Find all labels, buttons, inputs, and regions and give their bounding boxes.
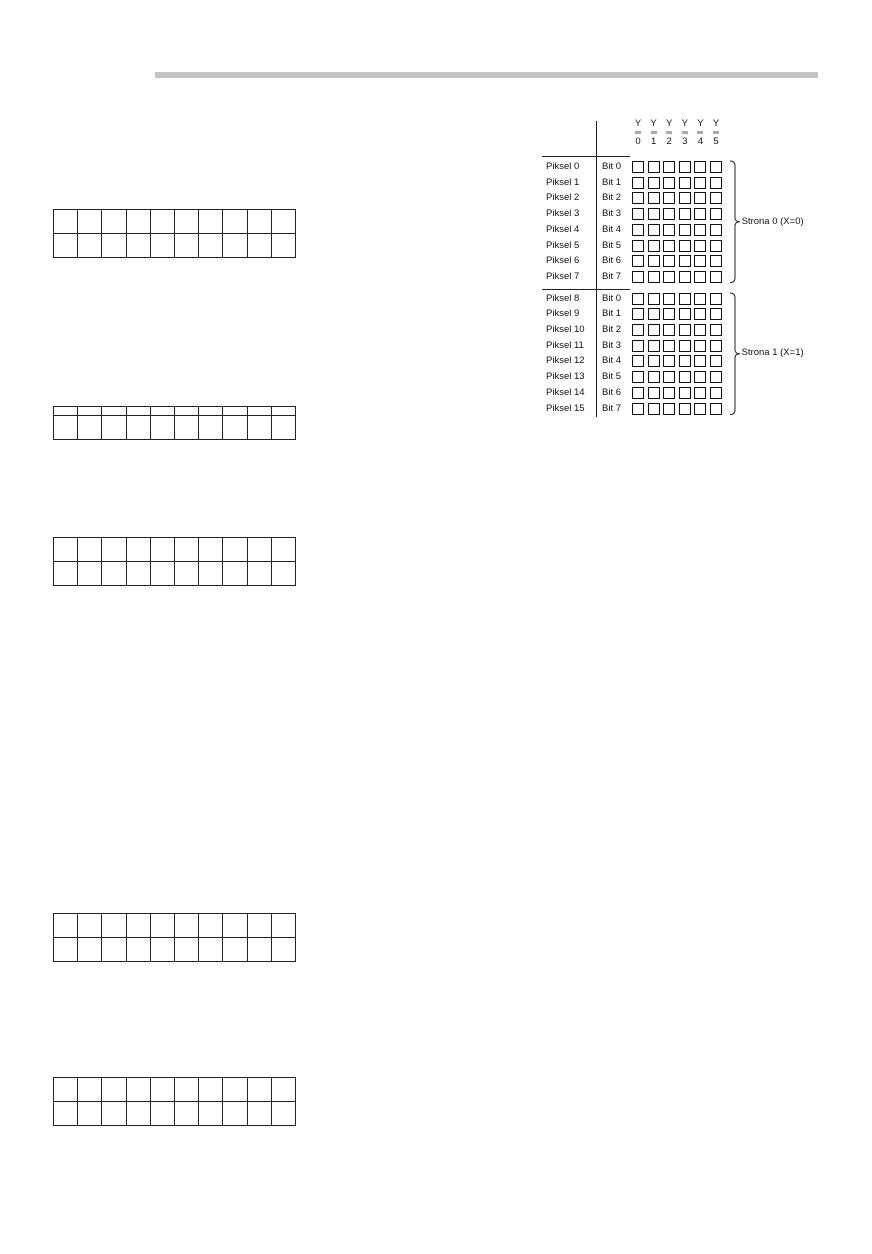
y-column-header xyxy=(648,118,660,147)
y-column-separator xyxy=(651,131,657,134)
pixel-cell xyxy=(710,177,722,189)
bit-label: Bit 4 xyxy=(602,223,622,235)
pixel-cell xyxy=(648,340,660,352)
pixel-cell xyxy=(694,271,706,283)
pixel-label: Piksel 1 xyxy=(546,176,580,188)
pixel-cell xyxy=(710,387,722,399)
pixel-cell xyxy=(663,403,675,415)
pixel-cell xyxy=(694,371,706,383)
pixel-cell xyxy=(694,308,706,320)
pixel-cell xyxy=(648,177,660,189)
y-column-letter: Y xyxy=(697,118,704,129)
pixel-cell xyxy=(632,403,644,415)
pixel-label: Piksel 12 xyxy=(546,355,585,367)
pixel-cell xyxy=(694,293,706,305)
pixel-cell xyxy=(694,161,706,173)
pixel-cell xyxy=(710,192,722,204)
pixel-cell xyxy=(679,371,691,383)
y-column-index: 4 xyxy=(697,136,704,147)
pixel-cell xyxy=(679,208,691,220)
pixel-cell xyxy=(710,255,722,267)
pixel-cell xyxy=(632,208,644,220)
pixel-cell xyxy=(648,240,660,252)
pixel-cell xyxy=(710,308,722,320)
pixel-cell xyxy=(710,224,722,236)
pixel-cell xyxy=(648,403,660,415)
pixel-cell xyxy=(663,308,675,320)
pixel-cell xyxy=(679,387,691,399)
pixel-cell xyxy=(632,324,644,336)
y-column-letter: Y xyxy=(634,118,642,129)
y-column-index: 2 xyxy=(666,136,672,147)
y-column-letter: Y xyxy=(666,118,673,129)
blank-register-table-2 xyxy=(53,406,296,440)
pixel-label: Piksel 9 xyxy=(546,308,580,320)
pixel-cell xyxy=(694,208,706,220)
pixel-cell xyxy=(679,403,691,415)
pixel-label: Piksel 5 xyxy=(546,239,580,251)
pixel-cell xyxy=(632,293,644,305)
pixel-cell xyxy=(710,208,722,220)
pixel-cell xyxy=(648,192,660,204)
bit-label: Bit 6 xyxy=(602,255,622,267)
pixel-label: Piksel 11 xyxy=(546,339,584,351)
pixel-cell xyxy=(694,324,706,336)
pixel-cell xyxy=(694,192,706,204)
y-column-separator xyxy=(713,131,719,134)
y-column-index: 5 xyxy=(713,136,719,147)
pixel-cell xyxy=(710,355,722,367)
pixel-label: Piksel 8 xyxy=(546,292,580,304)
pixel-cell xyxy=(648,355,660,367)
pixel-cell xyxy=(632,224,644,236)
pixel-cell xyxy=(710,340,722,352)
pixel-cell xyxy=(694,240,706,252)
pixel-label: Piksel 15 xyxy=(546,402,585,414)
pixel-cell xyxy=(663,192,675,204)
pixel-cell xyxy=(648,387,660,399)
y-column-letter: Y xyxy=(712,118,720,129)
pixel-cell xyxy=(679,308,691,320)
pixel-cell xyxy=(710,293,722,305)
y-column-separator xyxy=(666,131,672,134)
pixel-cell xyxy=(679,271,691,283)
pixel-cell xyxy=(632,355,644,367)
y-column-separator xyxy=(697,131,703,134)
pixel-cell xyxy=(710,271,722,283)
pixel-label: Piksel 4 xyxy=(546,223,580,235)
pixel-cell xyxy=(632,177,644,189)
blank-register-table-3 xyxy=(53,537,296,586)
y-column-header xyxy=(632,118,644,147)
pixel-label: Piksel 10 xyxy=(546,324,585,335)
y-column-header xyxy=(694,118,706,147)
bit-label: Bit 5 xyxy=(602,239,622,251)
pixel-cell xyxy=(663,161,675,173)
pixel-cell xyxy=(648,293,660,305)
pixel-cell xyxy=(694,177,706,189)
pixel-cell xyxy=(710,371,722,383)
pixel-label: Piksel 7 xyxy=(546,270,580,282)
bit-label: Bit 4 xyxy=(602,355,622,367)
pixel-cell xyxy=(632,371,644,383)
bit-label: Bit 7 xyxy=(602,270,622,282)
pixel-cell xyxy=(632,308,644,320)
bit-label: Bit 1 xyxy=(602,308,622,320)
y-column-separator xyxy=(682,131,688,134)
pixel-cell xyxy=(663,271,675,283)
pixel-cell xyxy=(679,324,691,336)
bit-label: Bit 0 xyxy=(602,292,622,304)
pixel-cell xyxy=(710,324,722,336)
pixel-cell xyxy=(632,387,644,399)
pixel-cell xyxy=(663,208,675,220)
y-column-index: 3 xyxy=(682,136,688,147)
pixel-cell xyxy=(663,177,675,189)
pixel-cell xyxy=(694,224,706,236)
pixel-cell xyxy=(632,192,644,204)
y-column-letter: Y xyxy=(650,118,657,129)
pixel-cell xyxy=(710,403,722,415)
pixel-cell xyxy=(663,224,675,236)
pixel-cell xyxy=(679,192,691,204)
page-label: Strona 1 (X=1) xyxy=(741,347,804,359)
pixel-cell xyxy=(663,387,675,399)
bit-label: Bit 6 xyxy=(602,386,622,398)
bit-label: Bit 3 xyxy=(602,208,622,220)
pixel-cell xyxy=(679,240,691,252)
pixel-cell xyxy=(694,355,706,367)
pixel-cell xyxy=(648,224,660,236)
pixel-cell xyxy=(632,161,644,173)
bit-label: Bit 2 xyxy=(602,324,622,335)
pixel-cell xyxy=(679,224,691,236)
pixel-cell xyxy=(632,271,644,283)
page-brace xyxy=(730,160,742,284)
pixel-cell xyxy=(632,240,644,252)
pixel-cell xyxy=(663,371,675,383)
blank-register-table-4 xyxy=(53,913,296,962)
blank-register-table-1 xyxy=(53,209,296,258)
bit-label: Bit 1 xyxy=(602,176,622,188)
y-column-header xyxy=(679,118,691,147)
pixel-cell xyxy=(663,255,675,267)
pixel-cell xyxy=(663,355,675,367)
pixel-cell xyxy=(648,371,660,383)
divider-page-split xyxy=(542,289,630,290)
pixel-label: Piksel 13 xyxy=(546,371,585,383)
pixel-cell xyxy=(694,387,706,399)
y-column-index: 1 xyxy=(650,136,657,147)
divider-header xyxy=(542,156,630,157)
blank-register-table-5 xyxy=(53,1077,296,1126)
y-column-letter: Y xyxy=(681,118,688,129)
y-column-header xyxy=(663,118,675,147)
pixel-cell xyxy=(710,240,722,252)
pixel-cell xyxy=(632,340,644,352)
page-label: Strona 0 (X=0) xyxy=(741,215,804,227)
pixel-cell xyxy=(679,177,691,189)
pixel-cell xyxy=(694,340,706,352)
pixel-cell xyxy=(663,240,675,252)
pixel-cell xyxy=(663,293,675,305)
pixel-label: Piksel 6 xyxy=(546,255,580,267)
y-column-header xyxy=(710,118,722,147)
bit-label: Bit 7 xyxy=(602,402,622,414)
pixel-cell xyxy=(663,340,675,352)
pixel-cell xyxy=(648,161,660,173)
bit-label: Bit 0 xyxy=(602,161,622,172)
pixel-cell xyxy=(679,340,691,352)
pixel-memory-map-diagram xyxy=(540,118,840,428)
bit-label: Bit 3 xyxy=(602,339,622,351)
pixel-cell xyxy=(648,255,660,267)
pixel-cell xyxy=(710,161,722,173)
y-column-index: 0 xyxy=(635,136,641,147)
top-rule xyxy=(155,72,818,78)
pixel-cell xyxy=(694,403,706,415)
pixel-cell xyxy=(663,324,675,336)
pixel-cell xyxy=(648,271,660,283)
pixel-cell xyxy=(679,161,691,173)
pixel-cell xyxy=(679,293,691,305)
pixel-label: Piksel 14 xyxy=(546,386,585,398)
bit-label: Bit 5 xyxy=(602,371,622,383)
divider-vertical xyxy=(596,121,597,417)
pixel-label: Piksel 3 xyxy=(546,208,580,220)
pixel-cell xyxy=(679,355,691,367)
pixel-cell xyxy=(679,255,691,267)
pixel-cell xyxy=(648,208,660,220)
pixel-label: Piksel 0 xyxy=(546,161,580,172)
pixel-cell xyxy=(648,308,660,320)
pixel-cell xyxy=(632,255,644,267)
y-column-separator xyxy=(635,131,641,134)
pixel-cell xyxy=(648,324,660,336)
pixel-cell xyxy=(694,255,706,267)
page-brace xyxy=(730,292,742,416)
bit-label: Bit 2 xyxy=(602,192,622,204)
pixel-label: Piksel 2 xyxy=(546,192,580,204)
